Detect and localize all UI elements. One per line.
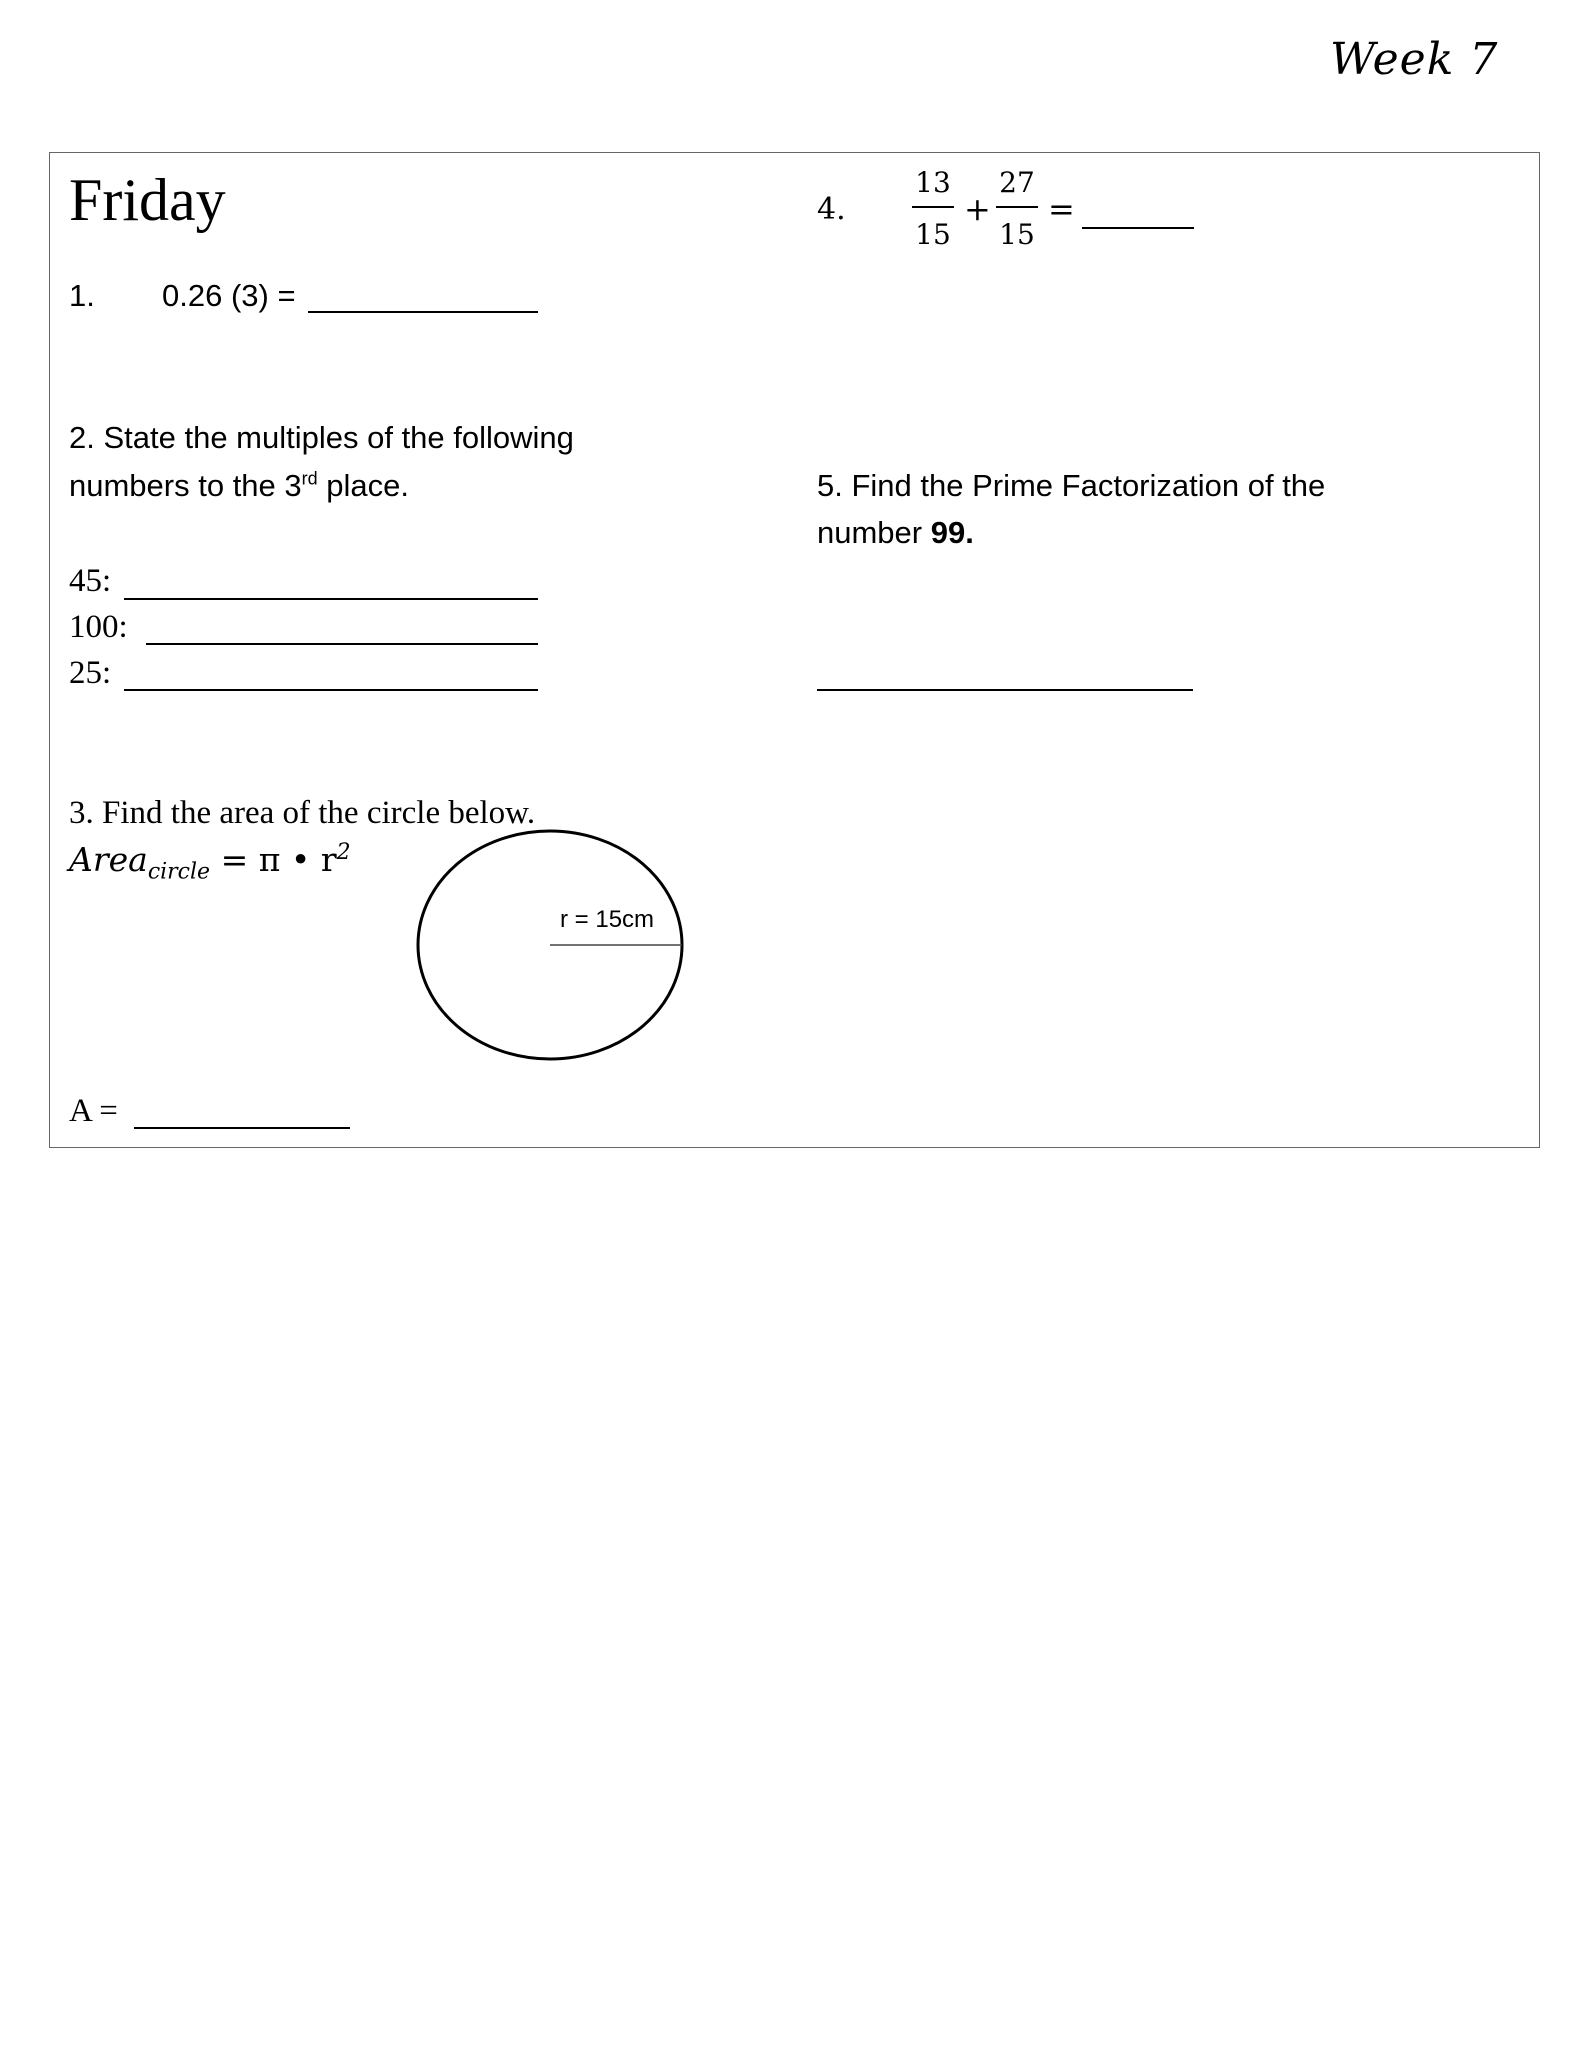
q3-answer-label: A = — [69, 1093, 118, 1129]
q5-number-bold: 99. — [930, 515, 974, 550]
q4-plus-sign: + — [964, 190, 991, 228]
radius-label: r = 15cm — [560, 906, 655, 933]
q2-label-45: 45: — [69, 563, 112, 599]
circle-diagram — [410, 826, 690, 1066]
q4-frac1-numerator: 13 — [915, 166, 951, 199]
q1-expression: 0.26 (3) = — [162, 278, 296, 313]
q2-answer-line-25[interactable] — [124, 689, 538, 691]
q3-prompt: 3. Find the area of the circle below. — [69, 795, 536, 831]
q3-formula-equation: = π • r — [210, 840, 337, 879]
q4-frac2-numerator: 27 — [999, 166, 1035, 199]
q2-answer-line-45[interactable] — [124, 598, 538, 600]
q2-label-100: 100: — [69, 609, 128, 645]
q4-number: 4. — [817, 192, 846, 227]
q5-prompt-line1: 5. Find the Prime Factorization of the — [817, 468, 1326, 503]
q1-answer-line[interactable] — [308, 311, 538, 313]
q4-answer-line[interactable] — [1082, 227, 1194, 229]
q3-formula-main: Area — [69, 840, 148, 879]
q3-answer-line[interactable] — [134, 1127, 350, 1129]
week-label: Week 7 — [1330, 34, 1499, 85]
q2-label-25: 25: — [69, 655, 112, 691]
q2-ordinal-suffix: rd — [301, 468, 318, 489]
q5-answer-line[interactable] — [817, 689, 1193, 691]
q5-line2-pre: number — [817, 515, 931, 550]
q4-frac1-denominator: 15 — [915, 218, 951, 251]
q2-line2-pre: numbers to the 3 — [69, 468, 302, 503]
q3-formula-exponent: 2 — [336, 840, 351, 865]
q3-area-formula — [69, 840, 351, 885]
q4-frac2-bar — [996, 206, 1038, 208]
q2-prompt-line1: 2. State the multiples of the following — [69, 420, 574, 455]
q2-prompt-line2 — [69, 468, 409, 504]
q4-frac1-bar — [912, 206, 954, 208]
q5-prompt-line2 — [817, 515, 974, 551]
q3-formula-subscript: circle — [147, 859, 211, 885]
q4-equals-sign: = — [1048, 190, 1075, 228]
q2-answer-line-100[interactable] — [146, 643, 538, 645]
q1-number: 1. — [69, 278, 95, 313]
q2-line2-post: place. — [317, 468, 409, 503]
day-title: Friday — [69, 167, 226, 233]
q4-frac2-denominator: 15 — [999, 218, 1035, 251]
